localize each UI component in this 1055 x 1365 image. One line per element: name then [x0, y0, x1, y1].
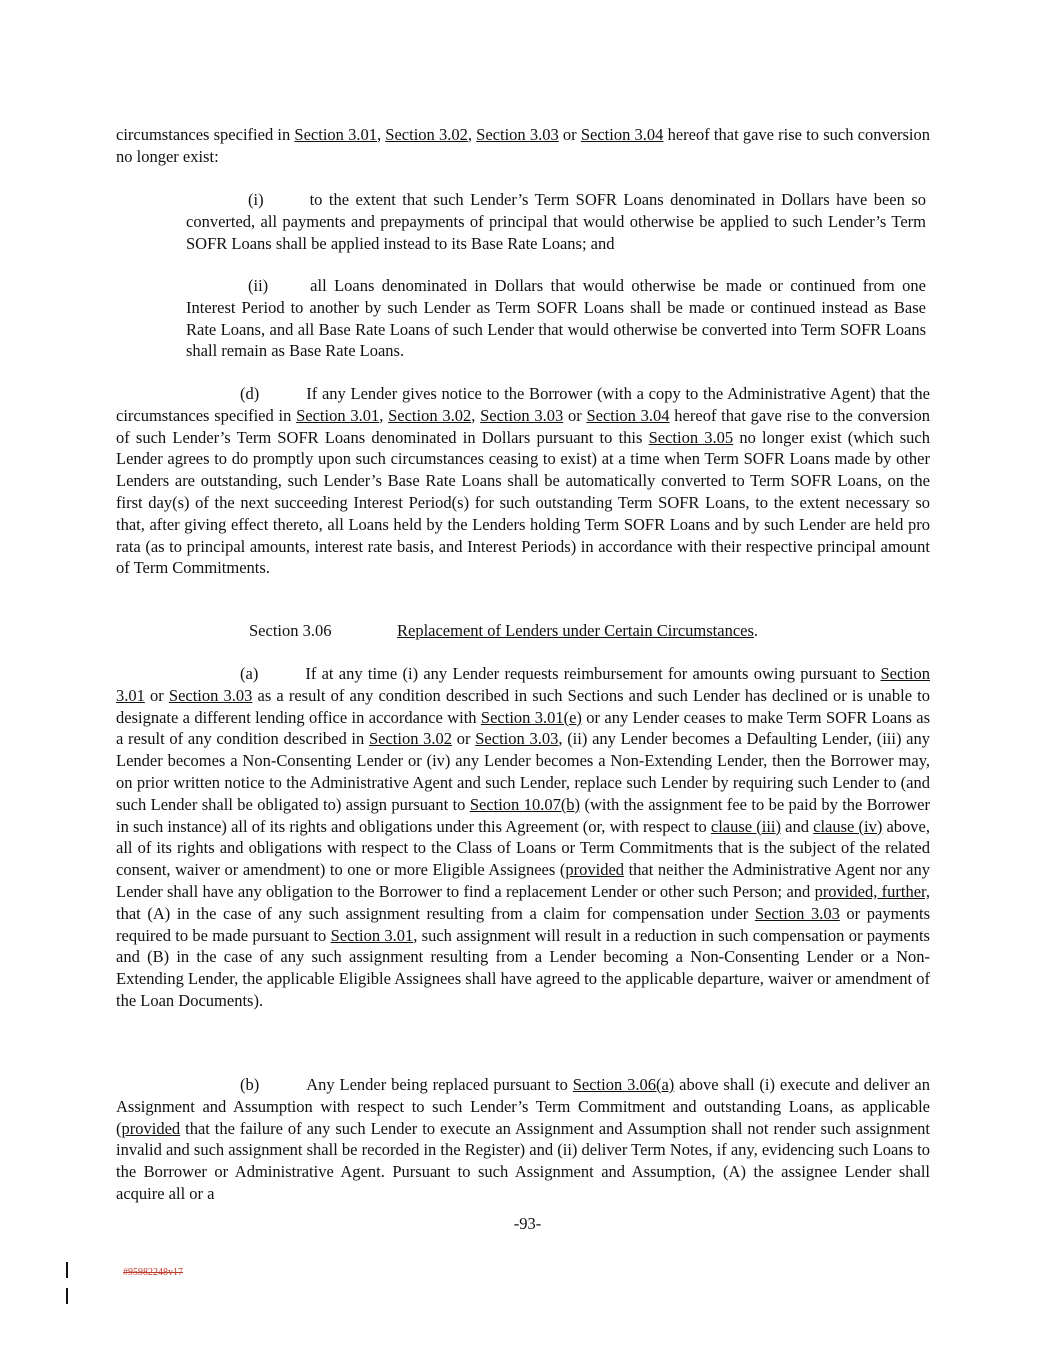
- clause-i: [186, 189, 926, 254]
- section-ref-link[interactable]: Section 3.01: [296, 405, 380, 425]
- text: no longer exist (which such Lender agrees to do promptly upon such circumstances ceasing to exist) at a time when Term SOFR Loans made by other Lenders are outstanding, such Lender’s Base Rate Loans shall be automatically converted to Term SOFR Loans, on the first day(s) of the next succeeding Interest Period(s) for such outstanding Term SOFR Loans, to the extent necessary so that, after giving effect thereto, all Loans held by the Lenders holding Term SOFR Loans and by such Lender are held pro rata (as to principal amounts, interest rate basis, and Interest Periods) in accordance with their respective principal amount of Term Commitments.: [116, 427, 930, 578]
- clause-marker: (a): [240, 664, 259, 683]
- text: as a result of any condition described in such Sections and such Lender has declined or is unable to designate a different lending office in accordance with: [116, 685, 930, 727]
- clause-text: to the extent that such Lender’s Term SOFR Loans denominated in Dollars have been so converted, all payments and prepayments of principal that would otherwise be applied to such Lender’s Term SOFR Loans shall be applied instead to its Base Rate Loans; and: [186, 190, 926, 253]
- section-ref-link[interactable]: Section 3.01(e): [480, 707, 582, 727]
- section-ref-link[interactable]: Section 3.02: [368, 729, 453, 749]
- paragraph-d: [116, 383, 930, 579]
- text: that neither the Administrative Agent nor any Lender shall have any obligation to the Borrower to find a replacement Lender or other such Person; and: [116, 860, 931, 901]
- text: that (A) in the case of any such assignment resulting from a claim for compensation under: [116, 903, 755, 923]
- section-ref-link[interactable]: Section 3.02: [385, 125, 468, 144]
- clause-ref-link[interactable]: clause (iii): [710, 816, 782, 836]
- section-heading: [249, 620, 758, 642]
- text: and: [781, 816, 814, 836]
- section-ref-link[interactable]: Section 3.04: [586, 405, 670, 425]
- section-title: Replacement of Lenders under Certain Circumstances: [397, 621, 754, 640]
- text: above, all of its rights and obligations with respect to the Class of Loans or Term Commitments that is the subject of the related consent, waiver or amendment) to one or more Eligible Assignees (: [116, 816, 931, 880]
- text: ,: [467, 125, 477, 144]
- text: or: [558, 125, 581, 144]
- text: above shall (i) execute and deliver an Assignment and Assumption with respect to such Lender’s Term Commitment and outstanding Loans, as applicable (: [116, 1075, 931, 1138]
- proviso-term: provided: [121, 1118, 181, 1138]
- paragraph-a: [116, 663, 930, 1012]
- clause-ref-link[interactable]: clause (iv): [813, 816, 883, 836]
- clause-marker: (ii): [248, 276, 269, 295]
- proviso-term: provided, further,: [814, 881, 930, 901]
- change-bar: [66, 1288, 68, 1304]
- text: If at any time (i) any Lender requests reimbursement for amounts owing pursuant to: [305, 664, 881, 683]
- section-ref-link[interactable]: Section 3.01: [294, 125, 377, 144]
- section-ref-link[interactable]: Section 3.06(a): [572, 1075, 675, 1094]
- text: .: [753, 621, 759, 640]
- section-ref-link[interactable]: Section 3.03: [168, 685, 253, 705]
- section-number: Section 3.06: [249, 621, 332, 640]
- text: hereof that gave rise to such conversion no longer exist:: [116, 125, 931, 166]
- text: If any Lender gives notice to the Borrower (with a copy to the Administrative Agent) that the circumstances specified in: [116, 384, 930, 425]
- clause-marker: (i): [248, 190, 264, 209]
- section-ref-link[interactable]: Section 3.03: [480, 405, 564, 425]
- text: hereof that gave rise to the conversion of such Lender’s Term SOFR Loans denominated in Dollars pursuant to this: [116, 405, 931, 447]
- text: ,: [379, 405, 389, 425]
- text: Any Lender being replaced pursuant to: [306, 1075, 573, 1094]
- text: circumstances specified in: [116, 125, 295, 144]
- paragraph-continuation: [116, 124, 930, 168]
- text: , such assignment will result in a reduction in such compensation or payments and (B) in the case of any such assignment resulting from a Lender becoming a Non-Consenting Lender or a Non-Extending Lender, the applicable Eligible Assignees shall have agreed to the applicable departure, waiver or amendment of the Loan Documents).: [116, 925, 930, 1010]
- change-bar: [66, 1262, 68, 1278]
- text: or payments required to be made pursuant to: [116, 903, 931, 945]
- section-ref-link[interactable]: Section 3.02: [388, 405, 472, 425]
- page-number: -93-: [513, 1214, 542, 1233]
- section-ref-link[interactable]: Section 3.05: [648, 427, 734, 447]
- text: (with the assignment fee to be paid by the Borrower in such instance) all of its rights and obligations under this Agreement (or, with respect to: [116, 794, 930, 836]
- section-ref-link[interactable]: Section 3.03: [476, 125, 559, 144]
- text: or: [452, 729, 476, 749]
- clause-text: all Loans denominated in Dollars that would otherwise be made or continued from one Interest Period to another by such Lender as Term SOFR Loans shall be made or continued instead as Base Rate Loans, and all Base Rate Loans of such Lender that would otherwise be converted into Term SOFR Loans shall remain as Base Rate Loans.: [186, 276, 926, 361]
- section-ref-link[interactable]: Section 3.03: [754, 903, 840, 923]
- clause-marker: (b): [240, 1075, 260, 1094]
- text: or: [144, 685, 169, 705]
- text: or: [563, 405, 587, 425]
- text: or any Lender ceases to make Term SOFR Loans as a result of any condition described in: [116, 707, 930, 749]
- text: ,: [376, 125, 386, 144]
- clause-ii: [186, 275, 926, 362]
- section-ref-link[interactable]: Section 3.01: [116, 664, 930, 705]
- section-ref-link[interactable]: Section 3.04: [580, 125, 664, 144]
- section-ref-link[interactable]: Section 10.07(b): [469, 794, 581, 814]
- text: , (ii) any Lender becomes a Defaulting Lender, (iii) any Lender becomes a Non-Consenting Lender or (iv) any Lender becomes a Non-Extending Lender, then the Borrower may, on prior written notice to the Administrative Agent and such Lender, replace such Lender by requiring such Lender to (and such Lender shall be obligated to) assign pursuant to: [116, 729, 930, 814]
- section-ref-link[interactable]: Section 3.01: [330, 925, 414, 945]
- text: ,: [471, 405, 481, 425]
- proviso-term: provided: [565, 860, 625, 880]
- section-ref-link[interactable]: Section 3.03: [475, 729, 559, 749]
- document-id: #95982248v17: [123, 1267, 183, 1278]
- clause-marker: (d): [240, 384, 260, 403]
- paragraph-b: [116, 1074, 930, 1205]
- text: that the failure of any such Lender to execute an Assignment and Assumption shall not render such assignment invalid and such assignment shall be recorded in the Register) and (ii) deliver Term Notes, if any, evidencing such Loans to the Borrower or Administrative Agent. Pursuant to such Assignment and Assumption, (A) the assignee Lender shall acquire all or a: [116, 1118, 930, 1203]
